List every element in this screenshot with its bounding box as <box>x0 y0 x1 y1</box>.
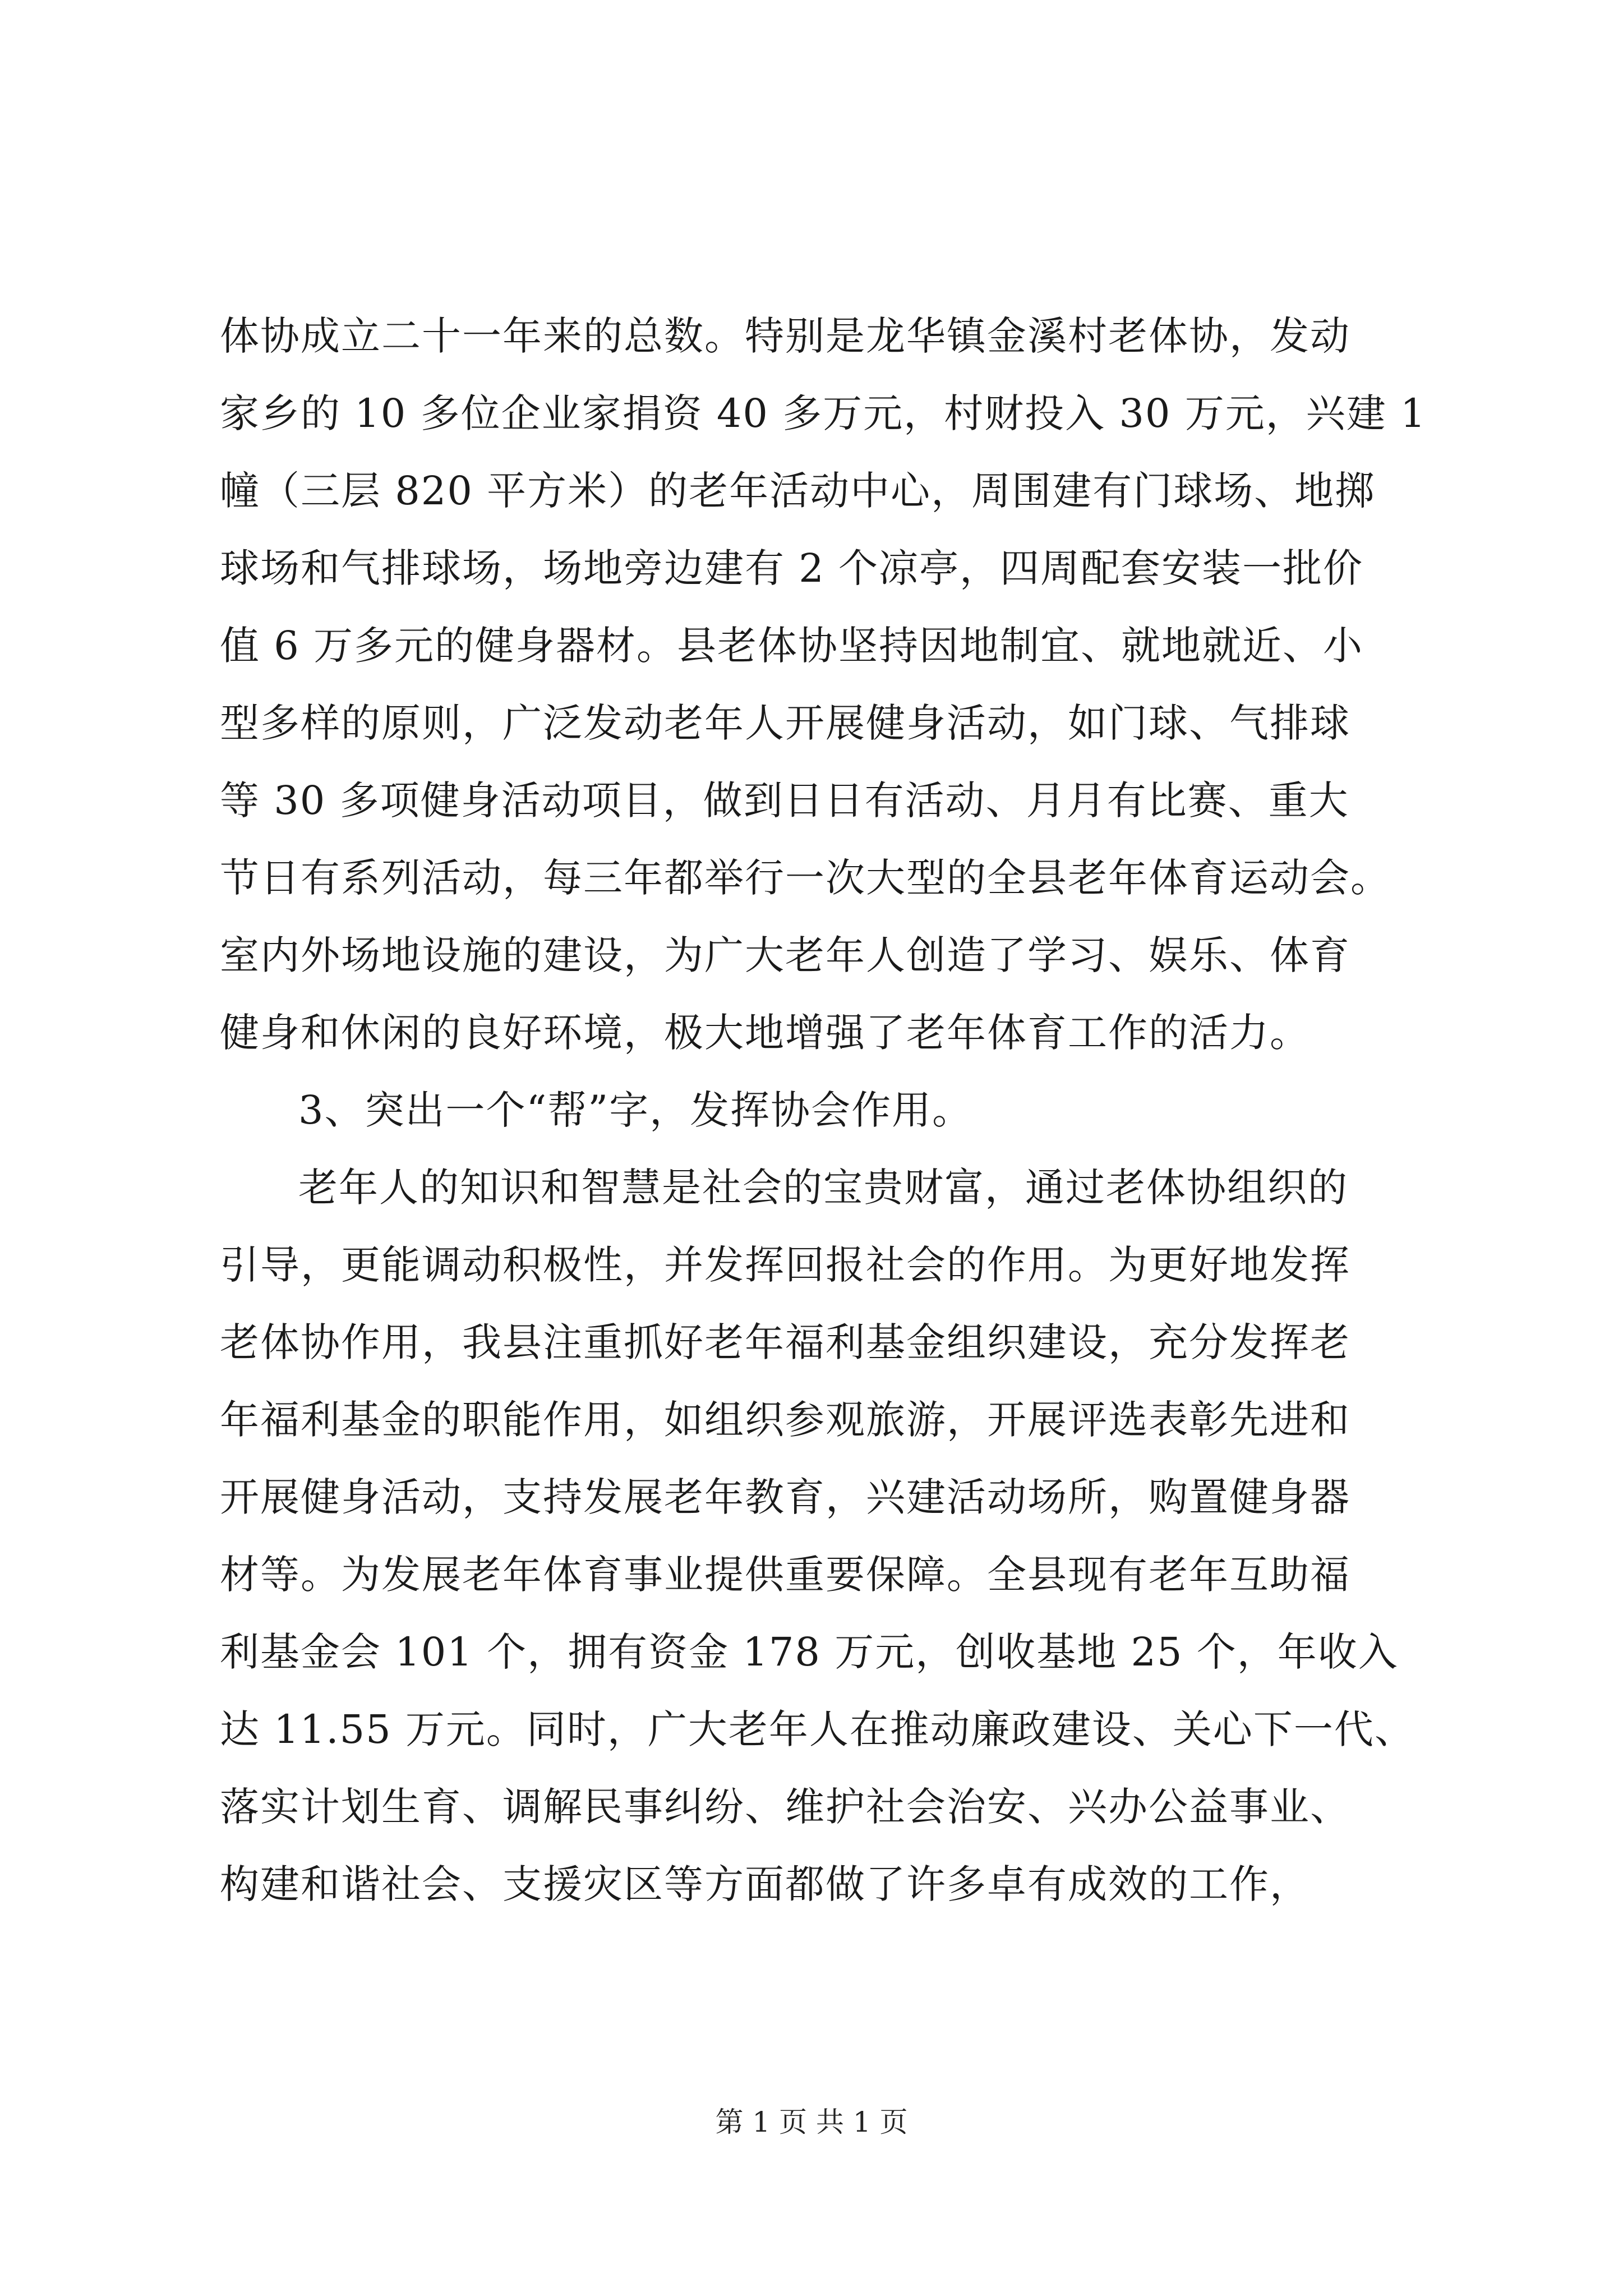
text-line: 年福利基金的职能作用，如组织参观旅游，开展评选表彰先进和 <box>220 1397 1350 1443</box>
text-line: 型多样的原则，广泛发动老年人开展健身活动，如门球、气排球 <box>220 700 1350 746</box>
text-line: 节日有系列活动，每三年都举行一次大型的全县老年体育运动会。 <box>220 855 1391 901</box>
text-line: 球场和气排球场，场地旁边建有 2 个凉亭，四周配套安装一批价 <box>220 545 1364 591</box>
text-line: 利基金会 101 个，拥有资金 178 万元，创收基地 25 个，年收入 <box>220 1629 1399 1675</box>
section-heading: 3、突出一个“帮”字，发挥协会作用。 <box>298 1087 973 1133</box>
text-line: 家乡的 10 多位企业家捐资 40 多万元，村财投入 30 万元，兴建 1 <box>220 390 1427 436</box>
text-line: 等 30 多项健身活动项目，做到日日有活动、月月有比赛、重大 <box>220 777 1349 823</box>
page-footer: 第 1 页 共 1 页 <box>715 2106 908 2138</box>
text-line: 体协成立二十一年来的总数。特别是龙华镇金溪村老体协，发动 <box>220 313 1350 359</box>
text-line: 材等。为发展老年体育事业提供重要保障。全县现有老年互助福 <box>220 1552 1350 1598</box>
text-line: 健身和休闲的良好环境，极大地增强了老年体育工作的活力。 <box>220 1010 1310 1056</box>
text-line: 老体协作用，我县注重抓好老年福利基金组织建设，充分发挥老 <box>220 1319 1350 1365</box>
text-line: 幢（三层 820 平方米）的老年活动中心，周围建有门球场、地掷 <box>220 468 1376 514</box>
text-line: 值 6 万多元的健身器材。县老体协坚持因地制宜、就地就近、小 <box>220 623 1364 669</box>
text-line: 达 11.55 万元。同时，广大老年人在推动廉政建设、关心下一代、 <box>220 1706 1415 1752</box>
text-line: 构建和谐社会、支援灾区等方面都做了许多卓有成效的工作， <box>220 1861 1310 1907</box>
text-line: 引导，更能调动积极性，并发挥回报社会的作用。为更好地发挥 <box>220 1242 1350 1288</box>
text-line: 开展健身活动，支持发展老年教育，兴建活动场所，购置健身器 <box>220 1474 1350 1520</box>
text-line: 室内外场地设施的建设，为广大老年人创造了学习、娱乐、体育 <box>220 932 1350 978</box>
body-text <box>220 297 1426 1923</box>
text-line: 老年人的知识和智慧是社会的宝贵财富，通过老体协组织的 <box>298 1165 1348 1211</box>
text-line: 落实计划生育、调解民事纠纷、维护社会治安、兴办公益事业、 <box>220 1784 1350 1830</box>
